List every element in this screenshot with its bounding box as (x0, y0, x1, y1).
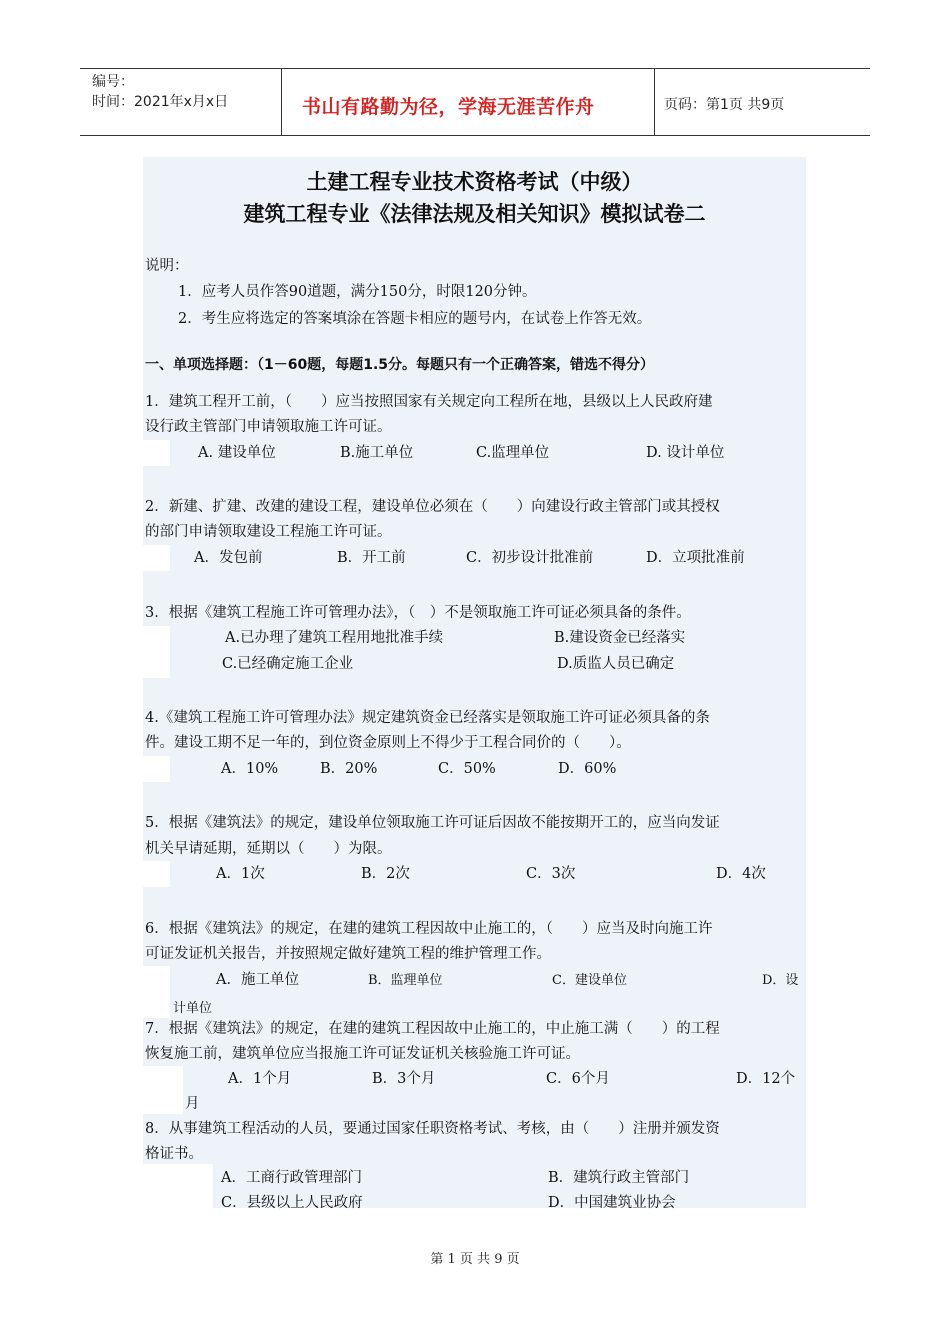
answer-option: 计单位 (173, 1001, 213, 1016)
question-line: 可证发证机关报告，并按照规定做好建筑工程的维护管理工作。 (145, 946, 551, 962)
exam-title: 土建工程专业技术资格考试（中级） (306, 170, 643, 194)
answer-option: A. 建设单位 (198, 445, 276, 461)
question-line: 3．根据《建筑工程施工许可管理办法》，（ ）不是领取施工许可证必须具备的条件。 (145, 605, 691, 621)
answer-option: A．1次 (216, 866, 265, 882)
question-line: 6．根据《建筑法》的规定，在建的建筑工程因故中止施工的，（ ）应当及时向施工许 (145, 921, 713, 937)
answer-option: A．发包前 (194, 550, 263, 566)
header-motto: 书山有路勤为径，学海无涯苦作舟 (302, 96, 595, 118)
answer-option: B．开工前 (337, 550, 406, 566)
question-line: 4.《建筑工程施工许可管理办法》规定建筑资金已经落实是领取施工许可证必须具备的条 (145, 710, 710, 726)
answer-option: B．2次 (361, 866, 410, 882)
answer-option: B．20% (320, 761, 378, 777)
question-line: 1．建筑工程开工前，（ ）应当按照国家有关规定向工程所在地，县级以上人民政府建 (145, 394, 713, 410)
answer-option: 月 (185, 1096, 200, 1112)
page-footer: 第 1 页 共 9 页 (430, 1252, 520, 1267)
question-line: 的部门申请领取建设工程施工许可证。 (145, 524, 392, 540)
time-label: 时间：2021年x月x日 (92, 94, 229, 110)
note-item: 1．应考人员作答90道题，满分150分，时限120分钟。 (178, 284, 537, 300)
answer-option: D．中国建筑业协会 (548, 1195, 676, 1211)
answer-option: C．县级以上人民政府 (221, 1195, 363, 1211)
answer-option: D. 设计单位 (646, 445, 725, 461)
answer-option: C.监理单位 (476, 445, 550, 461)
answer-option: A．10% (221, 761, 279, 777)
answer-option: B．建筑行政主管部门 (548, 1170, 690, 1186)
header-meta (92, 72, 228, 112)
question-line: 7．根据《建筑法》的规定，在建的建筑工程因故中止施工的，中止施工满（ ）的工程 (145, 1021, 720, 1037)
answer-option: C．建设单位 (552, 973, 627, 988)
answer-option: A．施工单位 (216, 972, 299, 988)
question-line: 2．新建、扩建、改建的建设工程，建设单位必须在（ ）向建设行政主管部门或其授权 (145, 499, 720, 515)
question-line: 机关早请延期，延期以（ ）为限。 (145, 841, 392, 857)
answer-option: D．设 (762, 973, 799, 988)
answer-option: B．监理单位 (368, 973, 443, 988)
answer-option: A.已办理了建筑工程用地批准手续 (225, 630, 444, 646)
number-label: 编号： (92, 74, 134, 90)
answer-option: D．12个 (736, 1071, 796, 1087)
exam-subtitle: 建筑工程专业《法律法规及相关知识》模拟试卷二 (243, 202, 706, 226)
answer-option: B.施工单位 (340, 445, 414, 461)
question-line: 5．根据《建筑法》的规定，建设单位领取施工许可证后因故不能按期开工的，应当向发证 (145, 815, 720, 831)
answer-option: C．6个月 (546, 1071, 610, 1087)
question-line: 8．从事建筑工程活动的人员，要通过国家任职资格考试、考核，由（ ）注册并颁发资 (145, 1121, 720, 1137)
note-item: 2．考生应将选定的答案填涂在答题卡相应的题号内，在试卷上作答无效。 (178, 311, 652, 327)
answer-option: B．3个月 (372, 1071, 436, 1087)
section-heading: 一、单项选择题：（1－60题，每题1.5分。每题只有一个正确答案，错选不得分） (145, 357, 655, 373)
answer-option: A．1个月 (228, 1071, 292, 1087)
question-line: 恢复施工前，建筑单位应当报施工许可证发证机关核验施工许可证。 (145, 1046, 580, 1062)
note-label: 说明： (145, 258, 189, 274)
question-line: 件。建设工期不足一年的，到位资金原则上不得少于工程合同价的（ ）。 (145, 735, 631, 751)
answer-option: C.已经确定施工企业 (222, 656, 354, 672)
answer-option: B.建设资金已经落实 (554, 630, 686, 646)
answer-option: D.质监人员已确定 (557, 656, 675, 672)
answer-option: C．3次 (526, 866, 576, 882)
question-line: 设行政主管部门申请领取施工许可证。 (145, 419, 392, 435)
header-divider (281, 69, 282, 135)
answer-option: C．50% (438, 761, 496, 777)
answer-option: D．4次 (716, 866, 766, 882)
answer-option: D．立项批准前 (646, 550, 745, 566)
header-page-label: 页码：第1页 共9页 (664, 97, 785, 113)
header-divider (654, 69, 655, 135)
answer-option: C．初步设计批准前 (466, 550, 594, 566)
answer-option: A．工商行政管理部门 (221, 1170, 362, 1186)
answer-option: D．60% (558, 761, 617, 777)
question-line: 格证书。 (145, 1146, 203, 1162)
